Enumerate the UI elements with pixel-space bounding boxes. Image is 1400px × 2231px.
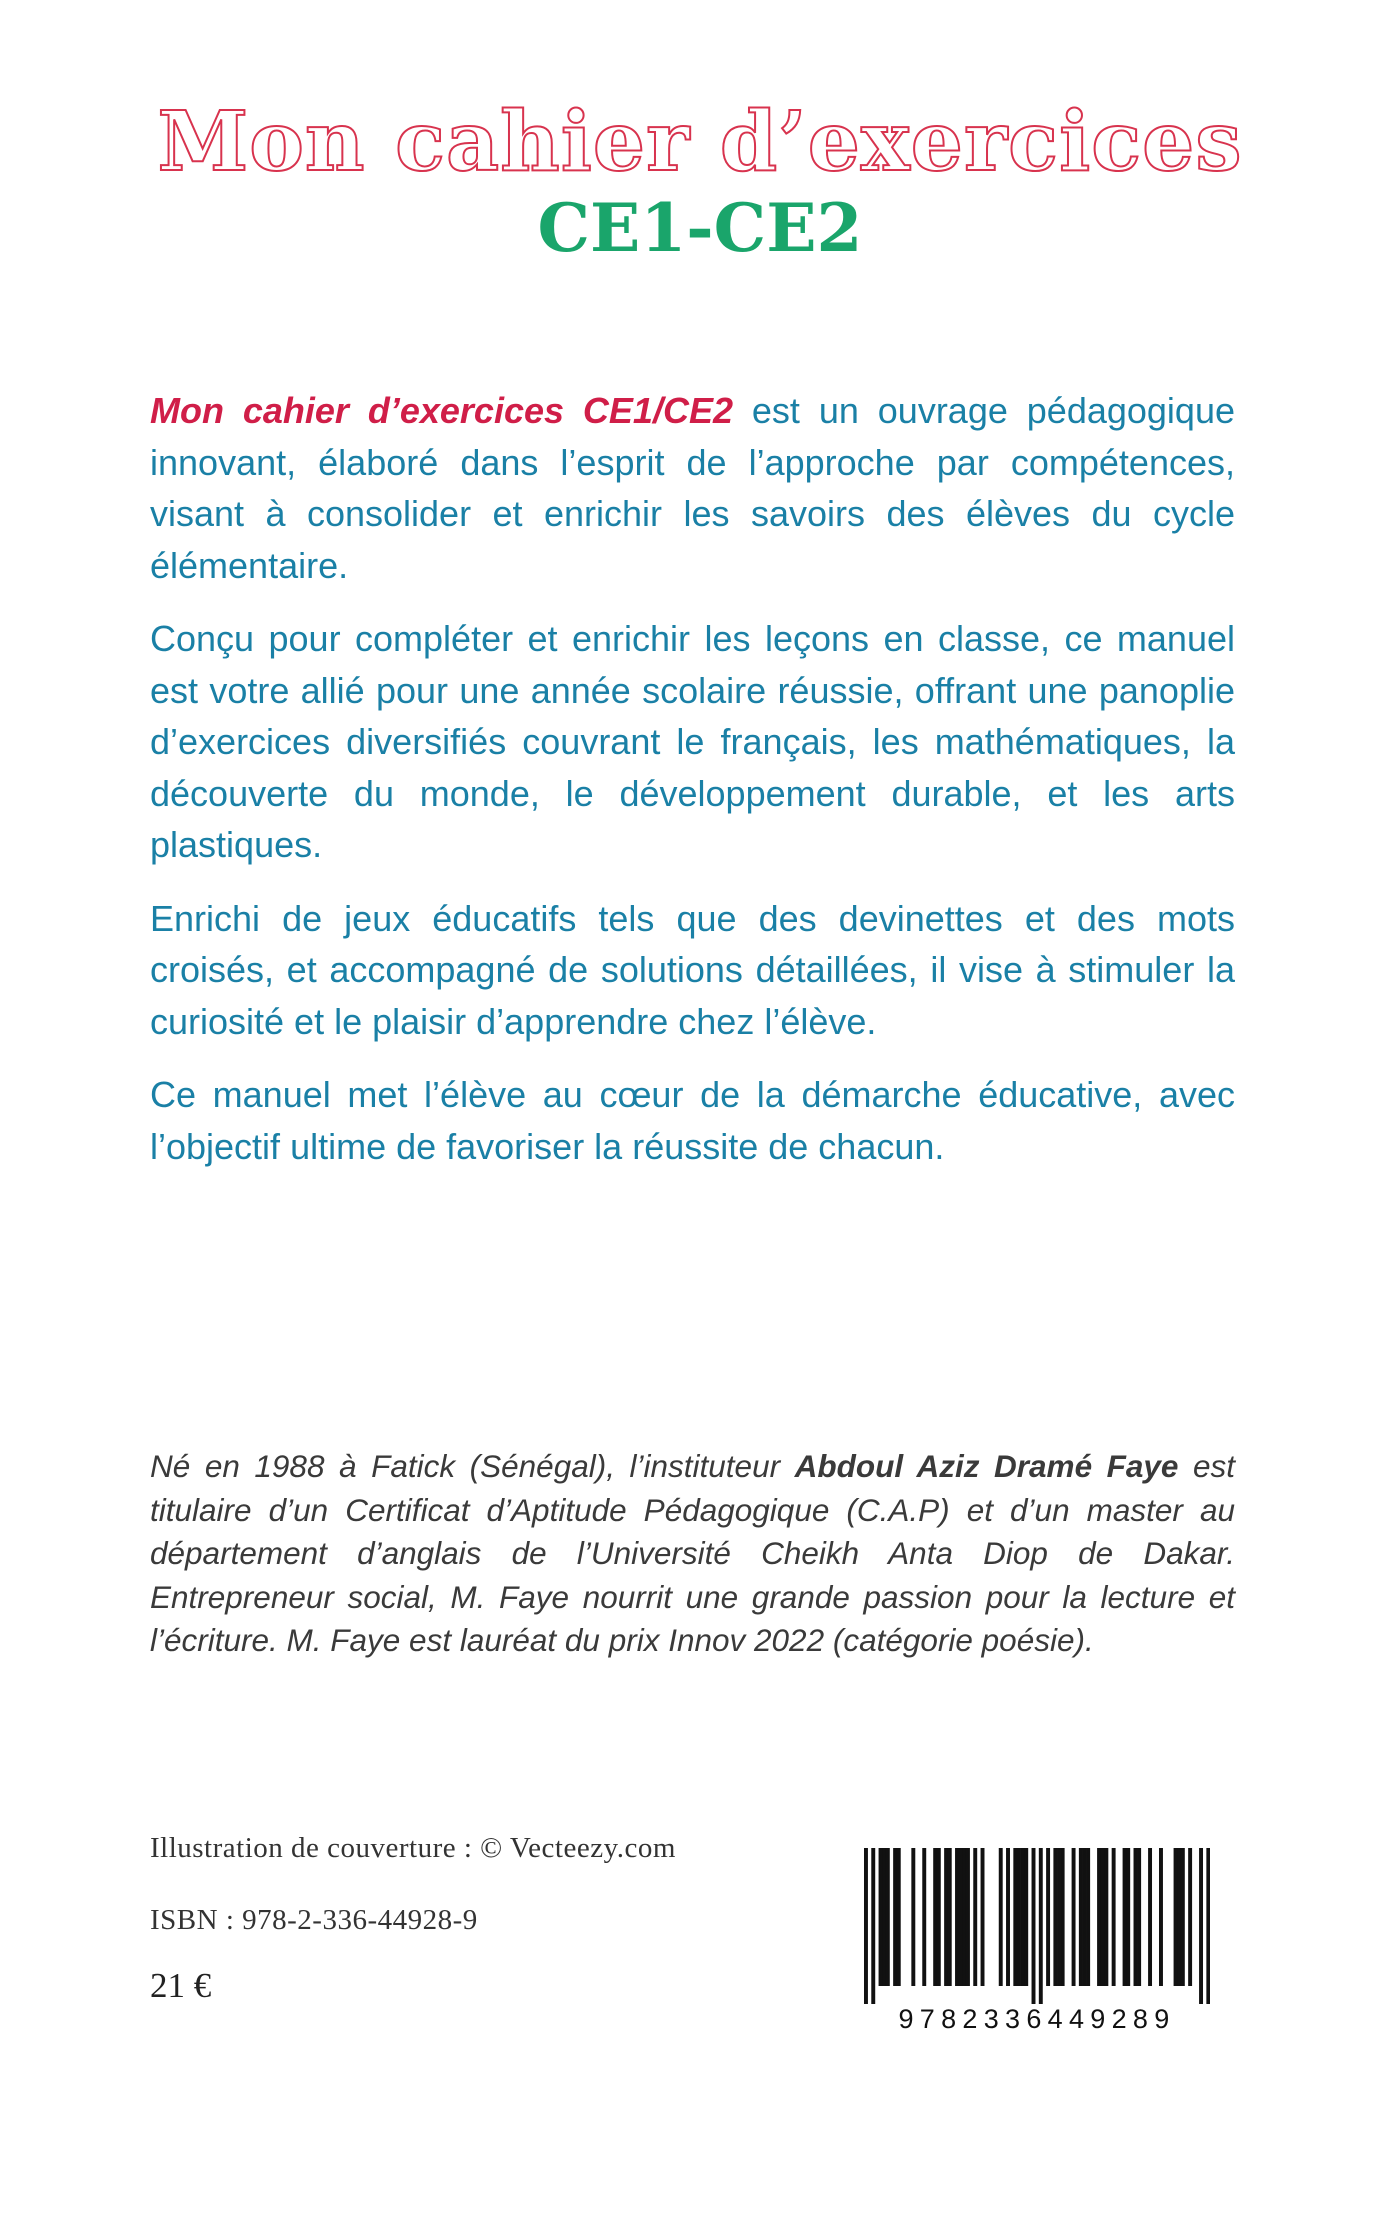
barcode-bar (1039, 1848, 1043, 2004)
barcode-bar (962, 1848, 966, 1986)
barcode-bar (1177, 1848, 1181, 1986)
barcode-bar (944, 1848, 948, 1986)
barcode-bar (1159, 1848, 1163, 1986)
barcode-bar (871, 1848, 875, 2004)
barcode-bar (966, 1848, 970, 1986)
barcode-bar (1112, 1848, 1116, 1986)
barcode-bar (1046, 1848, 1050, 1986)
barcode-bar (959, 1848, 963, 1986)
barcode-bar (911, 1848, 915, 1986)
book-title: Mon cahier d’exercices (157, 94, 1243, 190)
barcode-bar (886, 1848, 890, 1986)
barcode-bar (999, 1848, 1003, 1986)
barcode-bar (981, 1848, 985, 1986)
barcode-bar (1017, 1848, 1021, 1986)
barcode-digits: 9782336449289 (898, 2004, 1176, 2034)
barcode-bar (1053, 1848, 1057, 1986)
isbn-number: ISBN : 978-2-336-44928-9 (150, 1904, 478, 1936)
barcode-bar (937, 1848, 941, 1986)
barcode-bar (897, 1848, 901, 1986)
author-bio (150, 1445, 1235, 1663)
isbn-barcode (864, 1848, 1210, 2034)
barcode-bar (1006, 1848, 1010, 1986)
barcode-bar (1188, 1848, 1192, 1986)
barcode-bar (1126, 1848, 1130, 1986)
barcode-bar (1024, 1848, 1028, 1986)
barcode-bar (922, 1848, 926, 1986)
barcode-bar (1057, 1848, 1061, 1986)
blurb-paragraph-3: Enrichi de jeux éducatifs tels que des devinettes et des mots croisés, et accompagné de solutions détaillées, il vise à stimuler la curiosité et le plaisir d’apprendre chez l’élève. (150, 897, 1235, 1042)
book-subtitle: CE1-CE2 (537, 189, 863, 267)
blurb-paragraph-2: Conçu pour compléter et enrichir les leçons en classe, ce manuel est votre allié pour une année scolaire réussie, offrant une panoplie d’exercices diversifiés couvrant le français, les mathématiques, la découverte du monde, le développement durable, et les arts plastiques. (150, 618, 1235, 865)
barcode-bar (1137, 1848, 1141, 1986)
barcode-bar (955, 1848, 959, 1986)
barcode-bar (1061, 1848, 1065, 1986)
barcode-bar (1032, 1848, 1036, 2004)
bio-text-after: est titulaire d’un Certificat d’Aptitude Pédagogique (C.A.P) et d’un master au département d’anglais de l’Université Cheikh Anta Diop de Dakar. Entrepreneur social, M. Faye nourrit une grande passion pour la lecture et l’écriture. M. Faye est lauréat du prix Innov 2022 (catégorie poésie). (150, 1448, 1236, 1658)
barcode-bar (1101, 1848, 1105, 1986)
barcode-bar (1086, 1848, 1090, 1986)
barcode-bar (933, 1848, 937, 1986)
blurb-paragraph-1-text: est un ouvrage pédagogique innovant, élaboré dans l’esprit de l’approche par compétences, visant à consolider et enrichir les savoirs des élèves du cycle élémentaire. (150, 390, 1235, 586)
barcode-bar (1181, 1848, 1185, 1986)
barcode-bar (1104, 1848, 1108, 1986)
barcode-bar (1206, 1848, 1210, 2004)
barcode-bar (1123, 1848, 1127, 1986)
barcode-bar (1079, 1848, 1083, 1986)
barcode-bar (1013, 1848, 1017, 1986)
barcode-bar (973, 1848, 977, 1986)
blurb-paragraph-1 (150, 385, 1235, 591)
price-label: 21 € (150, 1966, 212, 2005)
barcode-bar (948, 1848, 952, 1986)
blurb-paragraph-4: Ce manuel met l’élève au cœur de la démarche éducative, avec l’objectif ultime de favoriser la réussite de chacun. (150, 1074, 1235, 1167)
book-blurb (150, 385, 1235, 1194)
barcode-bar (1174, 1848, 1178, 1986)
barcode-bar (879, 1848, 883, 1986)
author-name: Abdoul Aziz Dramé Faye (794, 1448, 1179, 1484)
barcode-bar (893, 1848, 897, 1986)
blurb-title-emphasis: Mon cahier d’exercices CE1/CE2 (150, 390, 733, 431)
barcode-bar (864, 1848, 868, 2004)
barcode-bar (1148, 1848, 1152, 1986)
barcode-bar (1097, 1848, 1101, 1986)
barcode-bar (1083, 1848, 1087, 1986)
barcode-bar (1134, 1848, 1138, 1986)
barcode-bars (864, 1848, 1210, 2004)
barcode-bar (882, 1848, 886, 1986)
barcode-bar (1021, 1848, 1025, 1986)
barcode-bar (1072, 1848, 1076, 1986)
barcode-bar (1199, 1848, 1203, 2004)
illustration-credit: Illustration de couverture : © Vecteezy.com (150, 1832, 676, 1864)
bio-text-before: Né en 1988 à Fatick (Sénégal), l’instituteur (150, 1448, 795, 1484)
